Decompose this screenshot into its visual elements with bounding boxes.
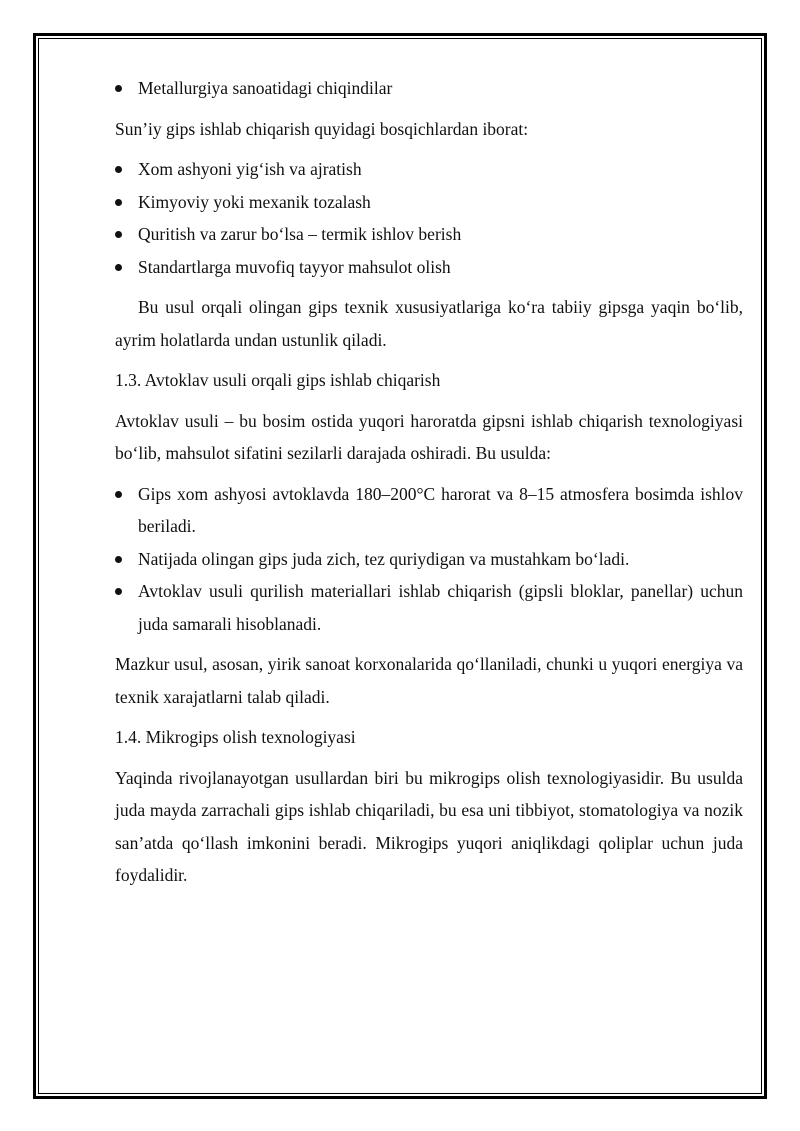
list-item	[115, 543, 743, 576]
list-item-text: Metallurgiya sanoatidagi chiqindilar	[138, 78, 393, 98]
list-item-text: Standartlarga muvofiq tayyor mahsulot olish	[138, 256, 451, 277]
list-item	[115, 72, 743, 105]
list-item	[115, 218, 743, 251]
paragraph-method-quality: Bu usul orqali olingan gips texnik xususiyatlariga ko‘ra tabiiy gipsga yaqin bo‘lib, ayrim holatlarda undan ustunlik qiladi.	[115, 297, 743, 350]
bullet-icon	[115, 588, 122, 595]
bullet-icon	[115, 231, 122, 238]
list-item-text: Quritish va zarur bo‘lsa – termik ishlov berish	[138, 224, 462, 244]
list-item-text: Gips xom ashyosi avtoklavda 180–200°C harorat va 8–15 atmosfera bosimda ishlov beriladi.	[138, 483, 743, 536]
document-body	[115, 72, 743, 892]
list-item	[115, 153, 743, 186]
list-item-text: Natijada olingan gips juda zich, tez quriydigan va mustahkam bo‘ladi.	[138, 548, 630, 569]
list-item-text: Xom ashyoni yig‘ish va ajratish	[138, 159, 362, 179]
section-heading-autoclave: 1.3. Avtoklav usuli orqali gips ishlab chiqarish	[115, 370, 441, 390]
list-item	[115, 251, 743, 284]
list-item-text: Kimyoviy yoki mexanik tozalash	[138, 191, 371, 212]
section-heading-microgypsum: 1.4. Mikrogips olish texnologiyasi	[115, 727, 356, 747]
paragraph-autoclave-usage: Mazkur usul, asosan, yirik sanoat korxonalarida qo‘llaniladi, chunki u yuqori energiya va texnik xarajatlarni talab qiladi.	[115, 654, 743, 707]
bullet-list-waste-sources	[115, 72, 743, 105]
list-item-text: Avtoklav usuli qurilish materiallari ishlab chiqarish (gipsli bloklar, panellar) uchun juda samarali hisoblanadi.	[138, 581, 743, 634]
bullet-icon	[115, 556, 122, 563]
bullet-icon	[115, 199, 122, 206]
list-item	[115, 575, 743, 640]
bullet-icon	[115, 85, 122, 92]
bullet-icon	[115, 166, 122, 173]
bullet-list-autoclave	[115, 478, 743, 641]
paragraph-autoclave-intro: Avtoklav usuli – bu bosim ostida yuqori haroratda gipsni ishlab chiqarish texnologiyasi bo‘lib, mahsulot sifatini sezilarli darajada oshiradi. Bu usulda:	[115, 410, 743, 463]
list-item	[115, 478, 743, 543]
paragraph-microgypsum: Yaqinda rivojlanayotgan usullardan biri bu mikrogips olish texnologiyasidir. Bu usulda juda mayda zarrachali gips ishlab chiqariladi, bu esa uni tibbiyot, stomatologiya va nozik san’atda qo‘llash imkonini beradi. Mikrogips yuqori aniqlikdagi qoliplar uchun juda foydalidir.	[115, 767, 743, 885]
bullet-list-stages	[115, 153, 743, 283]
list-item	[115, 186, 743, 219]
paragraph-intro-stages: Sun’iy gips ishlab chiqarish quyidagi bosqichlardan iborat:	[115, 118, 529, 139]
bullet-icon	[115, 264, 122, 271]
bullet-icon	[115, 491, 122, 498]
